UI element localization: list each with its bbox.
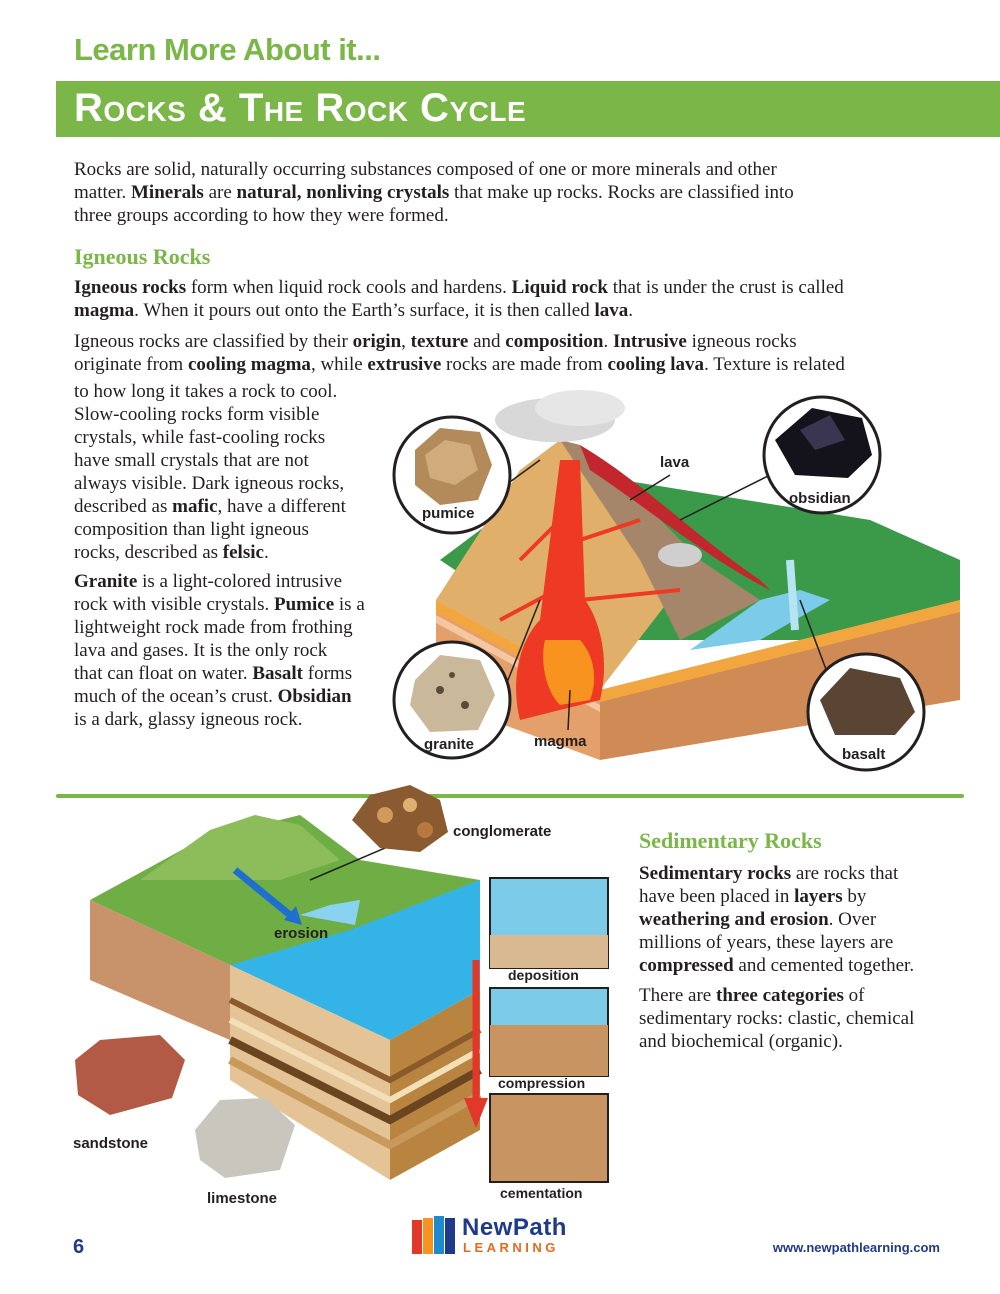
kicker-heading: Learn More About it... bbox=[74, 32, 381, 67]
sedimentary-paragraph-2: There are three categories of sedimentary rocks: clastic, chemical and biochemical (organic). bbox=[639, 985, 915, 1052]
page-title: Rocks & The Rock Cycle bbox=[74, 86, 527, 130]
magma-label: magma bbox=[534, 733, 587, 750]
igneous-paragraph-2: Igneous rocks are classified by their origin, texture and composition. Intrusive igneous rocks originate from cooling magma, while extrusive rocks are made from cooling lava. Texture is related bbox=[74, 331, 845, 375]
pumice-label: pumice bbox=[422, 505, 475, 522]
compression-box bbox=[490, 988, 608, 1076]
website-url: www.newpathlearning.com bbox=[772, 1240, 940, 1255]
igneous-paragraph-3: Granite is a light-colored intrusive rock with visible crystals. Pumice is a lightweight rock made from frothing lava and gases. It is the only rock that can float on water. Basalt forms much of the ocean’s crust. Obsidian is a dark, glassy igneous rock. bbox=[74, 571, 365, 730]
cementation-label: cementation bbox=[500, 1185, 583, 1201]
basalt-label: basalt bbox=[842, 746, 886, 763]
sandstone-label: sandstone bbox=[73, 1135, 149, 1152]
obsidian-label: obsidian bbox=[789, 490, 851, 507]
logo-subtitle: LEARNING bbox=[463, 1240, 559, 1255]
igneous-paragraph-1: Igneous rocks form when liquid rock cools and hardens. Liquid rock that is under the crust is called magma. When it pours out onto the Earth’s surface, it is then called lava. bbox=[74, 277, 844, 321]
igneous-paragraph-2-continued: to how long it takes a rock to cool. Slow-cooling rocks form visible crystals, while fast-cooling rocks have small crystals that are not always visible. Dark igneous rocks, described as mafic, have a different composition than light igneous rocks, described as felsic. bbox=[74, 381, 346, 563]
newpath-logo bbox=[410, 1214, 610, 1258]
page-number: 6 bbox=[73, 1236, 85, 1258]
conglomerate-sample bbox=[352, 785, 448, 852]
sedimentary-paragraph-1: Sedimentary rocks are rocks that have been placed in layers by weathering and erosion. Over millions of years, these layers are compressed and cemented together. bbox=[639, 863, 915, 976]
intro-paragraph: Rocks are solid, naturally occurring substances composed of one or more minerals and other matter. Minerals are natural, nonliving crystals that make up rocks. Rocks are classified into three groups according to how they were formed. bbox=[74, 159, 794, 226]
granite-label: granite bbox=[424, 736, 475, 753]
compression-label: compression bbox=[498, 1075, 586, 1091]
sandstone-sample bbox=[75, 1035, 185, 1115]
limestone-label: limestone bbox=[207, 1190, 278, 1207]
igneous-heading: Igneous Rocks bbox=[74, 244, 211, 269]
conglomerate-label: conglomerate bbox=[453, 823, 552, 840]
lava-label: lava bbox=[660, 454, 690, 471]
sedimentary-heading: Sedimentary Rocks bbox=[639, 828, 822, 853]
cementation-box bbox=[490, 1094, 608, 1182]
deposition-box bbox=[490, 878, 608, 968]
erosion-label: erosion bbox=[274, 925, 329, 942]
deposition-label: deposition bbox=[508, 967, 579, 983]
logo-wordmark: NewPath bbox=[462, 1214, 567, 1241]
book-icon bbox=[410, 1214, 458, 1258]
